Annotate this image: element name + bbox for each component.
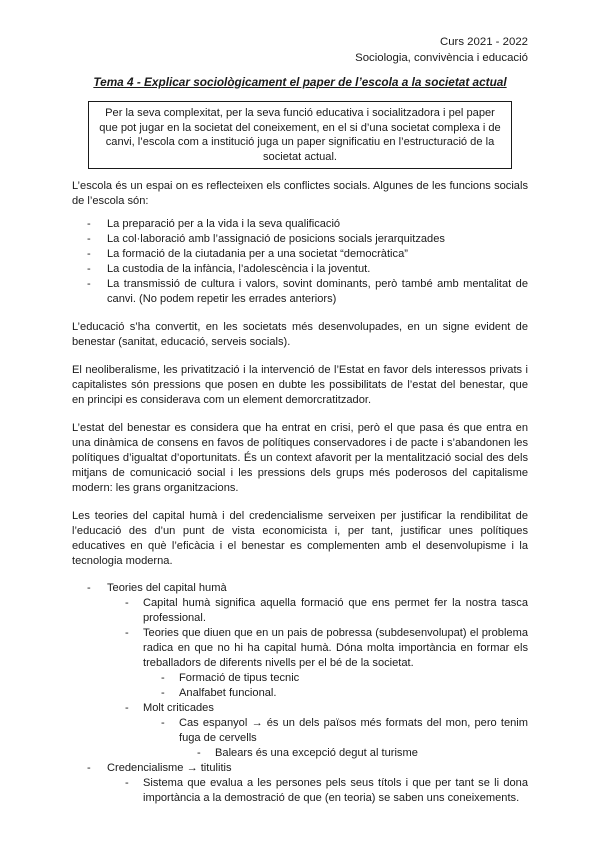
intro-paragraph: L’escola és un espai on es reflecteixen els conflictes socials. Algunes de les funcions socials de l’escola són: bbox=[72, 180, 528, 207]
list-item: - La transmissió de cultura i valors, sovint dominants, però també amb mentalitat de canvi. (No podem repetir les errades anteriors) bbox=[72, 277, 528, 307]
bullet-dash: - bbox=[197, 747, 201, 759]
outline-item-credentialism bbox=[72, 761, 528, 806]
paragraph: L’estat del benestar es considera que ha entrat en crisi, però el que pasa és que entra en una dinàmica de consens en favos de polítiques conservadores i de pacte i s’abandonen les polítiques d’igualtat d’oportunitats. És un context afavorit per la mentalització social des dels mitjans de comunicació social i les pressions dels grups més poderosos del capitalisme modern: les grans organitzacions. bbox=[72, 422, 528, 494]
paragraph: L’educació s’ha convertit, en les societats més desenvolupades, en un signe evident de benestar (sanitat, educació, serveis socials). bbox=[72, 321, 528, 348]
outline-label: Teories del capital humà bbox=[107, 582, 227, 594]
paragraph: El neoliberalisme, les privatització i la intervenció de l’Estat en favor dels interessos privats i capitalistes són pressions que posen en dubte les possibilitats de l’estat del benestar, que en principi es considerava com un element demorcratitzador. bbox=[72, 364, 528, 406]
capital-sub-sublist bbox=[143, 671, 528, 701]
list-item: - La preparació per a la vida i la seva qualificació bbox=[72, 217, 528, 232]
list-item-text: Balears és una excepció degut al turisme bbox=[215, 747, 418, 759]
criticized-sublist bbox=[143, 716, 528, 761]
outline-item-capital bbox=[72, 581, 528, 761]
list-item-text: Capital humà significa aquella formació que ens permet fer la nostra tasca professional. bbox=[143, 597, 528, 624]
list-item bbox=[143, 716, 528, 761]
subject-name: Sociologia, convivència i educació bbox=[355, 52, 528, 64]
document-header bbox=[72, 34, 528, 66]
bullet-dash: - bbox=[125, 627, 129, 639]
document-page bbox=[72, 34, 528, 806]
list-item bbox=[107, 596, 528, 626]
list-item: - La formació de la ciutadania per a una societat “democràtica” bbox=[72, 247, 528, 262]
credentialism-sublist bbox=[107, 776, 528, 806]
summary-box bbox=[88, 101, 512, 169]
bullet-dash: - bbox=[87, 762, 91, 774]
list-item bbox=[107, 626, 528, 701]
bullet-dash: - bbox=[161, 687, 165, 699]
paragraph: Les teories del capital humà i del credencialisme serveixen per justificar la rendibilitat de l’educació des d’un punt de vista economicista i, per tant, justificar unes polítiques educatives en què l’eficàcia i el benestar es complementen amb el desenvolupisme i la tecnologia moderna. bbox=[72, 510, 528, 567]
list-item bbox=[107, 701, 528, 761]
list-item bbox=[179, 746, 528, 761]
bullet-dash: - bbox=[125, 597, 129, 609]
course-year: Curs 2021 - 2022 bbox=[439, 36, 528, 48]
case-sublist bbox=[179, 746, 528, 761]
bullet-dash: - bbox=[161, 717, 165, 729]
bullet-dash: - bbox=[125, 777, 129, 789]
functions-list bbox=[72, 217, 528, 307]
list-item: - La custodia de la infància, l’adolescència i la joventut. bbox=[72, 262, 528, 277]
summary-text: Per la seva complexitat, per la seva funció educativa i socialitzadora i pel paper que pot jugar en la societat del coneixement, en el si d’una societat complexa i de canvi, l’escola com a institució juga un paper significatiu en l’estructuració de la societat actual. bbox=[99, 107, 501, 163]
list-item-text: Analfabet funcional. bbox=[179, 687, 277, 699]
bullet-dash: - bbox=[125, 702, 129, 714]
outline-label: Credencialisme → titulitis bbox=[107, 762, 232, 774]
outline-list bbox=[72, 581, 528, 806]
list-item-text: Teories que diuen que en un pais de pobressa (subdesenvolupat) el problema radica en que no hi ha capital humà. Dóna molta importància en formar els treballadors de diferents nivells per el bé de la societat. bbox=[143, 627, 528, 669]
list-item bbox=[143, 686, 528, 701]
list-item: - La col·laboració amb l’assignació de posicions socials jerarquitzades bbox=[72, 232, 528, 247]
list-item-text: Molt criticades bbox=[143, 702, 214, 714]
bullet-dash: - bbox=[87, 582, 91, 594]
capital-sublist bbox=[107, 596, 528, 761]
list-item-text: Formació de tipus tecnic bbox=[179, 672, 300, 684]
list-item bbox=[143, 671, 528, 686]
list-item-text: Sistema que evalua a les persones pels seus títols i que per tant se li dona importància a la demostració de que (en teoria) se saben uns coneixements. bbox=[143, 777, 528, 804]
bullet-dash: - bbox=[161, 672, 165, 684]
list-item-text: Cas espanyol → és un dels països més formats del mon, pero tenim fuga de cervells bbox=[179, 717, 528, 744]
document-title: Tema 4 - Explicar sociològicament el paper de l’escola a la societat actual bbox=[93, 75, 507, 89]
list-item bbox=[107, 776, 528, 806]
